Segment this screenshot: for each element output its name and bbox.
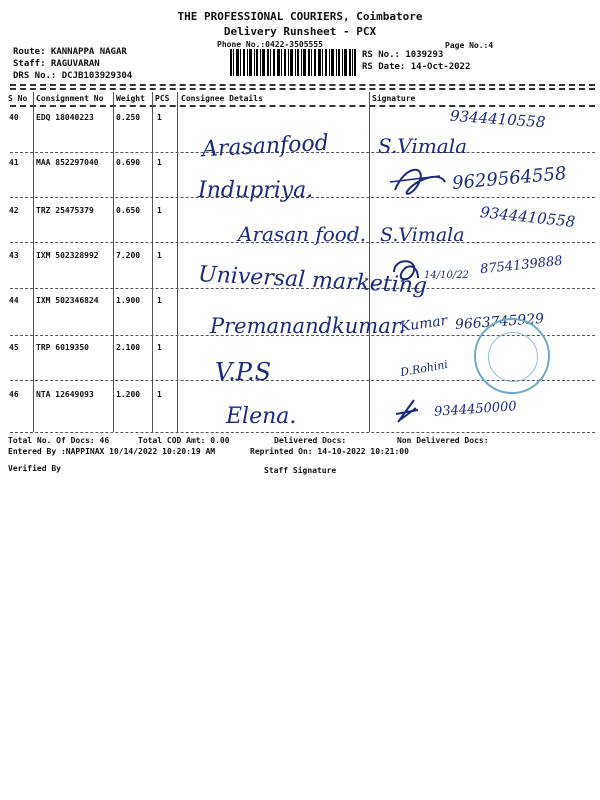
- drs-number: DRS No.: DCJB103929304: [13, 71, 133, 81]
- column-divider: [113, 92, 114, 432]
- staff-signature-label: Staff Signature: [264, 466, 337, 475]
- handwritten-consignee: Premanandkumar.: [210, 314, 406, 338]
- handwritten-date: 14/10/22: [424, 270, 469, 281]
- delivery-stamp: [474, 318, 550, 394]
- header-bottom-rule: [10, 105, 595, 107]
- delivered-docs: Delivered Docs:: [274, 436, 347, 445]
- row-pcs: 1: [157, 390, 162, 399]
- route-label: Route: KANNAPPA NAGAR: [13, 47, 127, 57]
- row-consignment: TRP 6019350: [36, 343, 89, 352]
- signature-scribble: [385, 160, 455, 202]
- rs-number: RS No.: 1039293: [362, 50, 444, 60]
- column-header-consignment: Consignment No: [36, 94, 104, 103]
- row-weight: 0.250: [116, 113, 141, 122]
- table-top-rule: [10, 84, 595, 86]
- page-title: Delivery Runsheet - PCX: [223, 25, 377, 38]
- handwritten-phone: 9629564558: [451, 163, 568, 194]
- handwritten-consignee: Arasanfood: [201, 130, 330, 163]
- row-weight: 0.690: [116, 158, 141, 167]
- signature-scribble: [394, 396, 420, 426]
- column-divider: [33, 92, 34, 432]
- total-cod-amount: Total COD Amt: 0.00: [138, 436, 230, 445]
- row-weight: 0.650: [116, 206, 141, 215]
- reprinted-on: Reprinted On: 14-10-2022 10:21:00: [250, 447, 409, 456]
- row-weight: 1.200: [116, 390, 141, 399]
- handwritten-consignee: Arasan food.: [238, 222, 366, 246]
- rs-date: RS Date: 14-Oct-2022: [362, 62, 471, 72]
- handwritten-consignee: Universal marketing: [197, 262, 428, 299]
- column-header-sno: S No: [8, 94, 28, 103]
- handwritten-signature: S.Vimala: [380, 224, 465, 246]
- delivery-stamp-inner: [488, 332, 538, 382]
- row-consignment: IXM 502328992: [36, 251, 99, 260]
- row-consignment: EDQ 18040223: [36, 113, 94, 122]
- handwritten-consignee: Indupriya.: [198, 178, 314, 203]
- row-sno: 44: [9, 296, 19, 305]
- column-divider: [369, 92, 370, 432]
- row-sno: 46: [9, 390, 19, 399]
- row-weight: 7.200: [116, 251, 141, 260]
- handwritten-signature: S.Vimala: [378, 134, 468, 158]
- row-pcs: 1: [157, 113, 162, 122]
- handwritten-phone: 9344410558: [479, 203, 577, 231]
- handwritten-signature: Kumar: [399, 312, 449, 336]
- total-docs: Total No. Of Docs: 46: [8, 436, 110, 445]
- column-divider: [152, 92, 153, 432]
- column-header-weight: Weight: [116, 94, 145, 103]
- handwritten-consignee: Elena.: [226, 404, 297, 429]
- row-sno: 45: [9, 343, 19, 352]
- column-header-pcs: PCS: [155, 94, 170, 103]
- row-weight: 1.900: [116, 296, 141, 305]
- row-consignment: TRZ 25475379: [36, 206, 94, 215]
- column-divider: [177, 92, 178, 432]
- row-pcs: 1: [157, 343, 162, 352]
- handwritten-phone: 9663745929: [454, 310, 545, 334]
- company-name: THE PROFESSIONAL COURIERS, Coimbatore: [177, 10, 423, 23]
- row-consignment: MAA 852297040: [36, 158, 99, 167]
- column-header-signature: Signature: [372, 94, 416, 103]
- page-number: Page No.:4: [445, 41, 494, 50]
- entered-by: Entered By :NAPPINAX 10/14/2022 10:20:19 AM: [8, 447, 216, 456]
- handwritten-phone: 9344450000: [433, 399, 518, 420]
- row-consignment: NTA 12649093: [36, 390, 94, 399]
- row-sno: 40: [9, 113, 19, 122]
- non-delivered-docs: Non Delivered Docs:: [397, 436, 489, 445]
- table-top-rule-2: [10, 88, 595, 90]
- row-pcs: 1: [157, 206, 162, 215]
- row-weight: 2.100: [116, 343, 141, 352]
- handwritten-consignee: V.P.S: [215, 358, 272, 386]
- row-pcs: 1: [157, 296, 162, 305]
- handwritten-signature: D.Rohini: [399, 357, 449, 380]
- row-pcs: 1: [157, 251, 162, 260]
- row-sno: 42: [9, 206, 19, 215]
- phone-number: Phone No.:0422-3505555: [217, 40, 323, 49]
- verified-by-label: Verified By: [8, 464, 61, 473]
- row-consignment: IXM 502346824: [36, 296, 99, 305]
- barcode-image: [230, 49, 356, 76]
- handwritten-phone: 8754139888: [479, 253, 564, 278]
- signature-scribble: [388, 252, 424, 288]
- row-sno: 41: [9, 158, 19, 167]
- table-bottom-rule: [10, 432, 595, 433]
- row-sno: 43: [9, 251, 19, 260]
- staff-label: Staff: RAGUVARAN: [13, 59, 100, 69]
- column-header-consignee: Consignee Details: [181, 94, 263, 103]
- handwritten-phone: 9344410558: [449, 106, 546, 132]
- row-pcs: 1: [157, 158, 162, 167]
